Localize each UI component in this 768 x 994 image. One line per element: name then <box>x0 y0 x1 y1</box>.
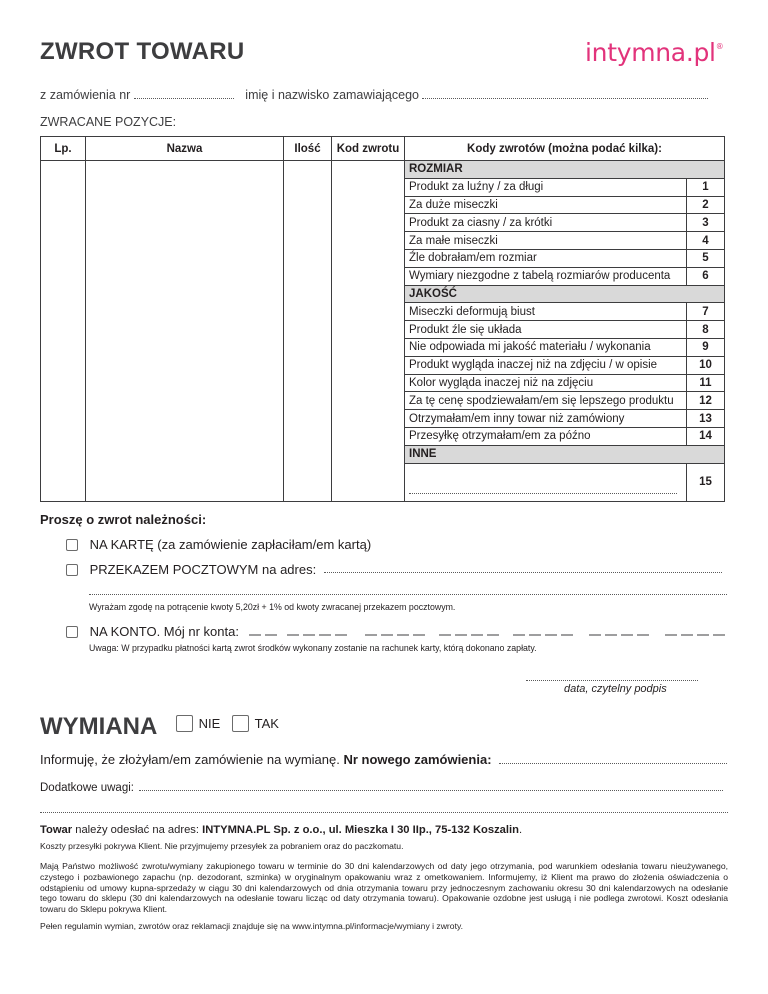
code-label: Za tę cenę spodziewałam/em się lepszego produktu <box>405 392 687 410</box>
refund-postal-checkbox[interactable] <box>66 564 78 576</box>
code-number: 13 <box>687 410 725 428</box>
refund-account-option[interactable] <box>66 623 239 639</box>
code-label: Produkt za luźny / za długi <box>405 178 687 196</box>
account-note: Uwaga: W przypadku płatności kartą zwrot środków wykonany zostanie na rachunek karty, którą dokonano zapłaty. <box>89 643 537 653</box>
table-header-row <box>41 137 725 161</box>
code-number: 12 <box>687 392 725 410</box>
code-label: Źle dobrałam/em rozmiar <box>405 249 687 267</box>
name-input-area[interactable] <box>86 161 284 502</box>
code-label: Nie odpowiada mi jakość materiału / wykonania <box>405 338 687 356</box>
section-other: INNE <box>405 445 725 463</box>
col-header-return-code: Kod zwrotu <box>332 137 405 161</box>
lp-input-area[interactable] <box>41 161 86 502</box>
postal-fee-note: Wyrażam zgodę na potrącenie kwoty 5,20zł + 1% od kwoty zwracanej przekazem pocztowym. <box>89 602 456 612</box>
col-header-qty: Ilość <box>284 137 332 161</box>
address-end: . <box>518 824 523 836</box>
logo-suffix: .pl <box>685 38 716 67</box>
code-number: 8 <box>687 321 725 339</box>
code-number: 10 <box>687 356 725 374</box>
account-number-field[interactable] <box>249 625 727 639</box>
refund-card-checkbox[interactable] <box>66 539 78 551</box>
logo-registered-mark: ® <box>715 42 724 51</box>
code-number: 3 <box>687 214 725 232</box>
code-label: Miseczki deformują biust <box>405 303 687 321</box>
exchange-info-text: Informuję, że złożyłam/em zamówienie na wymianę. <box>40 752 344 767</box>
code-label: Produkt za ciasny / za krótki <box>405 214 687 232</box>
refund-postal-label: PRZEKAZEM POCZTOWYM na adres: <box>89 562 317 578</box>
refund-card-label: NA KARTĘ (za zamówienie zapłaciłam/em kartą) <box>89 537 372 553</box>
exchange-no-option[interactable] <box>176 715 220 732</box>
account-number-dashes <box>249 625 727 639</box>
order-number-field[interactable] <box>134 98 234 99</box>
refund-postal-option[interactable] <box>66 561 728 577</box>
code-number: 14 <box>687 427 725 445</box>
address-mid: należy odesłać na adres: <box>72 824 203 836</box>
code-number: 15 <box>687 463 725 501</box>
exchange-order-number-label: Nr nowego zamówienia: <box>343 752 492 767</box>
customer-name-field[interactable] <box>422 98 708 99</box>
code-label: Produkt wygląda inaczej niż na zdjęciu / w opisie <box>405 356 687 374</box>
exchange-yes-label: TAK <box>254 716 279 732</box>
customer-name-label: imię i nazwisko zamawiającego <box>245 88 419 102</box>
col-header-lp: Lp. <box>41 137 86 161</box>
returns-table <box>40 136 725 502</box>
exchange-info-line <box>40 752 728 767</box>
code-number: 9 <box>687 338 725 356</box>
order-number-label: z zamówienia nr <box>40 88 131 102</box>
exchange-yes-option[interactable] <box>232 715 279 732</box>
code-label: Za duże miseczki <box>405 196 687 214</box>
qty-input-area[interactable] <box>284 161 332 502</box>
remarks-line <box>40 782 728 794</box>
code-number: 5 <box>687 249 725 267</box>
remarks-field-line-2[interactable] <box>40 812 728 813</box>
refund-title: Proszę o zwrot należności: <box>40 512 207 527</box>
exchange-yes-checkbox[interactable] <box>232 715 249 732</box>
signature-label: data, czytelny podpis <box>564 683 667 695</box>
exchange-no-checkbox[interactable] <box>176 715 193 732</box>
refund-account-label: NA KONTO. Mój nr konta: <box>89 624 239 640</box>
shipping-note: Koszty przesyłki pokrywa Klient. Nie przyjmujemy przesyłek za pobraniem oraz do paczkomatu. <box>40 841 404 851</box>
col-header-codes-legend: Kody zwrotów (można podać kilka): <box>405 137 725 161</box>
terms-paragraph: Mają Państwo możliwość zwrotu/wymiany zakupionego towaru w terminie do 30 dni kalendarzowych od daty jego otrzymania, pod warunkiem odesłania towaru nieużywanego, czystego i pozbawionego zapachu (np. dezodorant, szminka) w oryginalnym opakowaniu wraz z ometkowaniem. Informujemy, iż Klient ma prawo do złożenia oświadczenia o odstąpieniu od umowy kupna-sprzedaży w ciągu 30 dni kalendarzowych od dnia otrzymania towaru przy jednoczesnym zachowaniu okresu 30 dni kalendarzowych na odesłanie tego towaru do sklepu (30 dni kalendarzowych na odesłanie towaru licząc od daty otrzymania towaru). Opakowanie ozdobne jest usługą i nie podlega zwrotowi. Koszt odesłania towaru do Sklepu pokrywa Klient. <box>40 861 728 915</box>
code-number: 11 <box>687 374 725 392</box>
exchange-order-number-field[interactable] <box>499 763 727 764</box>
code-number: 1 <box>687 178 725 196</box>
code-number: 2 <box>687 196 725 214</box>
return-code-input-area[interactable] <box>332 161 405 502</box>
code-number: 4 <box>687 232 725 250</box>
logo-main: intymna <box>585 38 686 67</box>
col-header-name: Nazwa <box>86 137 284 161</box>
code-label: Za małe miseczki <box>405 232 687 250</box>
brand-logo <box>585 38 723 67</box>
refund-account-checkbox[interactable] <box>66 626 78 638</box>
other-reason-line <box>409 493 677 494</box>
remarks-field[interactable] <box>139 790 723 791</box>
other-reason-field[interactable] <box>405 463 687 501</box>
code-label: Produkt źle się układa <box>405 321 687 339</box>
code-label: Otrzymałam/em inny towar niż zamówiony <box>405 410 687 428</box>
signature-field[interactable] <box>526 680 698 681</box>
exchange-no-label: NIE <box>198 716 221 732</box>
section-size: ROZMIAR <box>405 161 725 179</box>
page-title: ZWROT TOWARU <box>40 38 245 65</box>
code-label: Wymiary niezgodne z tabelą rozmiarów producenta <box>405 267 687 285</box>
remarks-label: Dodatkowe uwagi: <box>40 782 134 794</box>
postal-address-line-2[interactable] <box>89 594 727 595</box>
section-quality: JAKOŚĆ <box>405 285 725 303</box>
address-company: INTYMNA.PL Sp. z o.o., ul. Mieszka I 30 IIp., 75-132 Koszalin <box>202 824 519 836</box>
regulations-note: Pełen regulamin wymian, zwrotów oraz reklamacji znajduje się na www.intymna.pl/informacje/wymiany i zwroty. <box>40 921 463 931</box>
code-number: 6 <box>687 267 725 285</box>
order-line <box>40 88 730 102</box>
postal-address-field[interactable] <box>324 572 722 573</box>
return-address <box>40 824 522 836</box>
code-label: Przesyłkę otrzymałam/em za późno <box>405 427 687 445</box>
address-prefix: Towar <box>40 824 73 836</box>
exchange-title: WYMIANA <box>40 713 158 740</box>
refund-card-option[interactable] <box>66 536 371 552</box>
returned-items-label: ZWRACANE POZYCJE: <box>40 115 177 129</box>
code-label: Kolor wygląda inaczej niż na zdjęciu <box>405 374 687 392</box>
code-number: 7 <box>687 303 725 321</box>
